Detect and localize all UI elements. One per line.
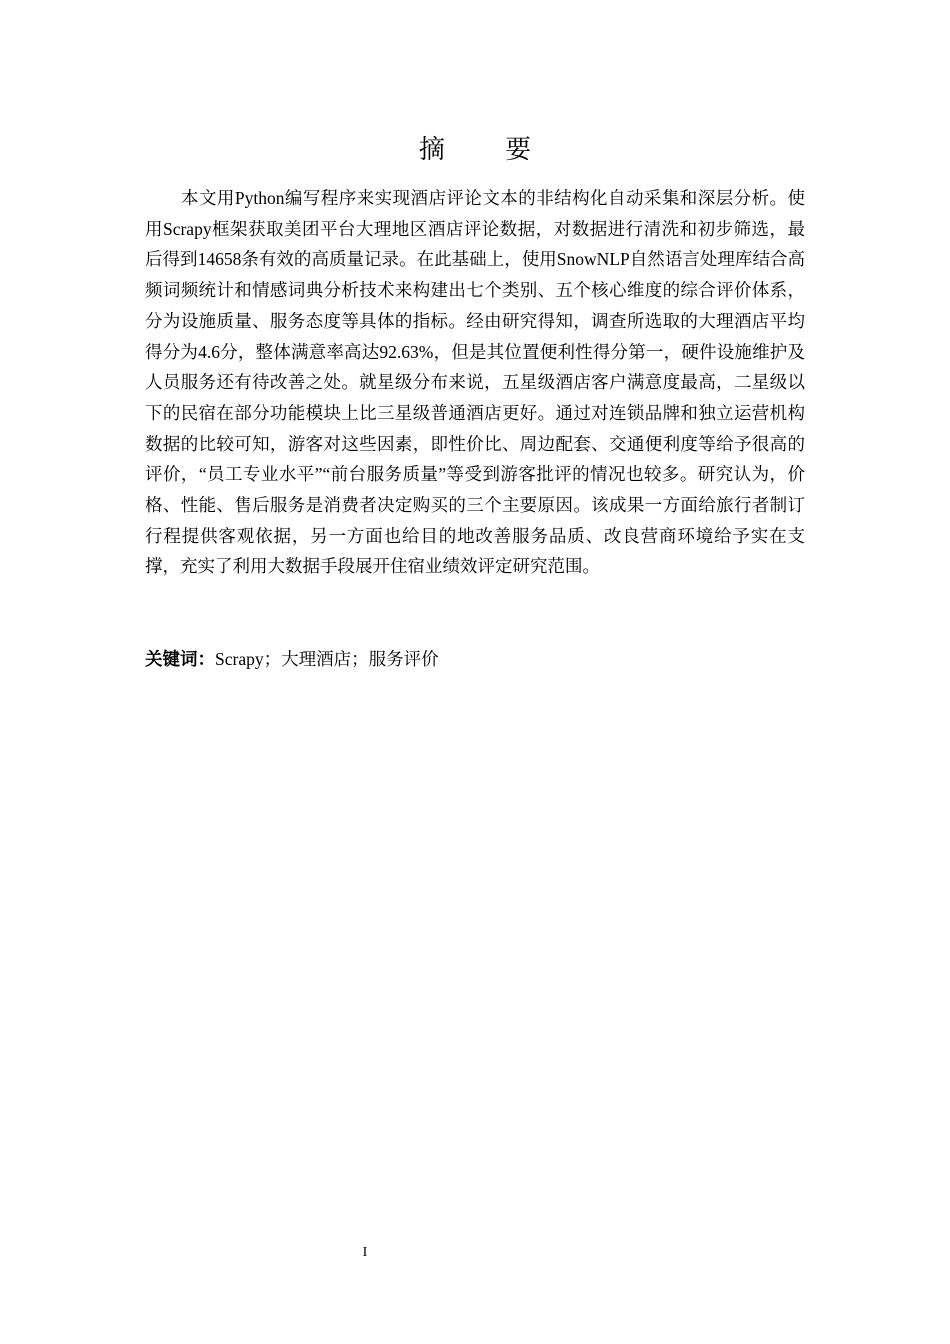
keywords-text: Scrapy；大理酒店；服务评价 — [215, 649, 439, 669]
keywords-line — [145, 644, 805, 674]
abstract-paragraph: 本文用Python编写程序来实现酒店评论文本的非结构化自动采集和深层分析。使用Scrapy框架获取美团平台大理地区酒店评论数据，对数据进行清洗和初步筛选，最后得到14658条有效的高质量记录。在此基础上，使用SnowNLP自然语言处理库结合高频词频统计和情感词典分析技术来构建出七个类别、五个核心维度的综合评价体系，分为设施质量、服务态度等具体的指标。经由研究得知，调查所选取的大理酒店平均得分为4.6分，整体满意率高达92.63%，但是其位置便利性得分第一，硬件设施维护及人员服务还有待改善之处。就星级分布来说，五星级酒店客户满意度最高，二星级以下的民宿在部分功能模块上比三星级普通酒店更好。通过对连锁品牌和独立运营机构数据的比较可知，游客对这些因素，即性价比、周边配套、交通便利度等给予很高的评价，“员工专业水平”“前台服务质量”等受到游客批评的情况也较多。研究认为，价格、性能、售后服务是消费者决定购买的三个主要原因。该成果一方面给旅行者制订行程提供客观依据，另一方面也给目的地改善服务品质、改良营商环境给予实在支撑，充实了利用大数据手段展开住宿业绩效评定研究范围。 — [145, 188, 805, 577]
abstract-title: 摘 要 — [418, 135, 558, 165]
page-number: I — [362, 1245, 368, 1260]
keywords-label: 关键词： — [145, 649, 215, 669]
